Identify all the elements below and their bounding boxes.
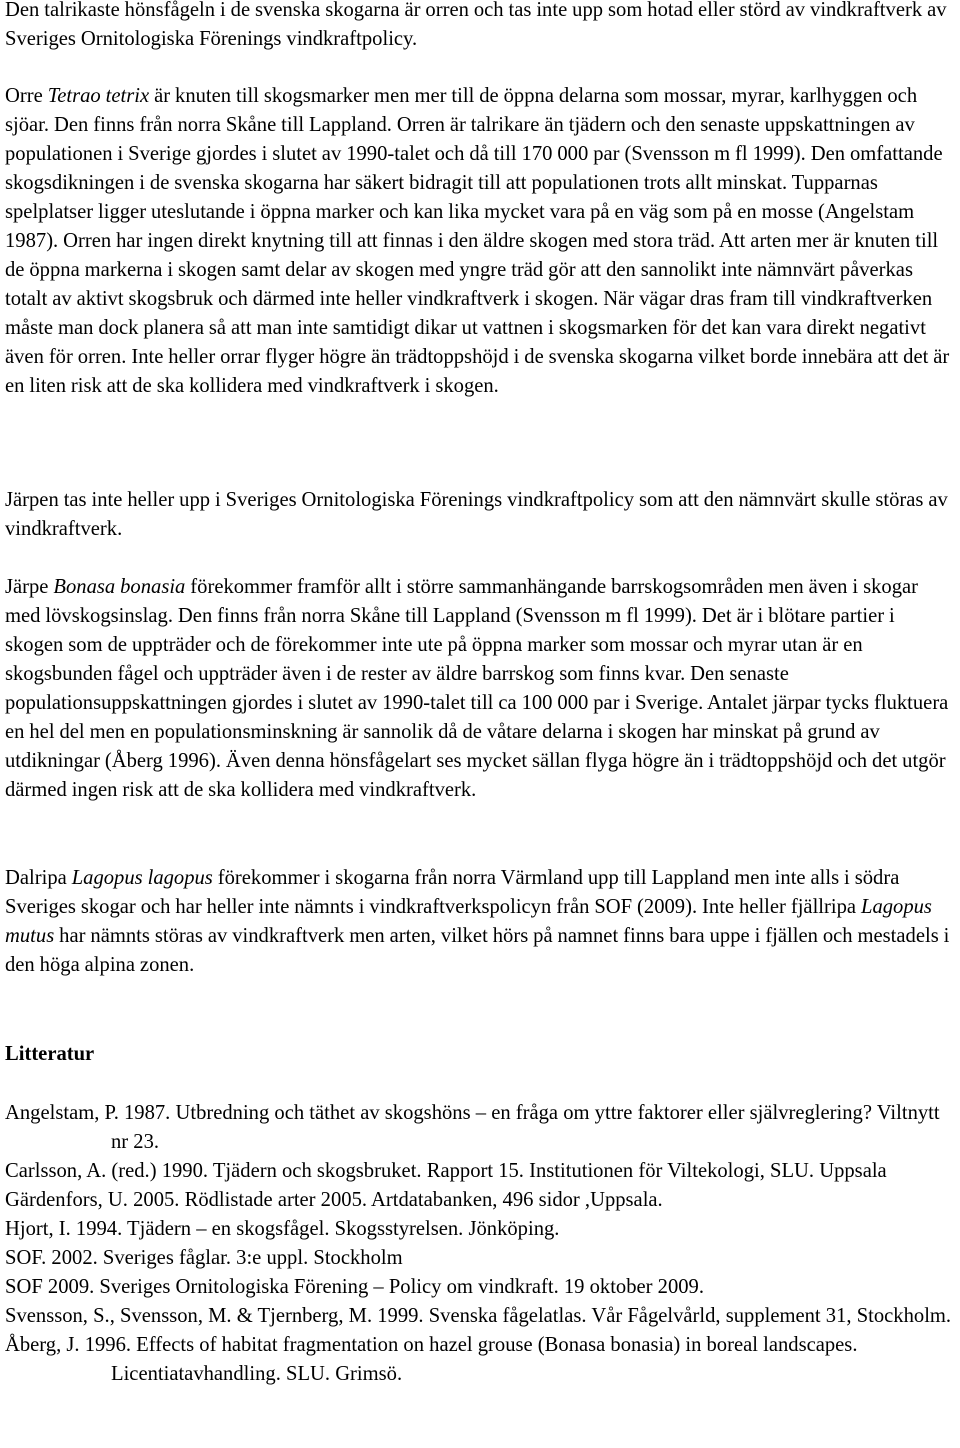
paragraph-intro [5, 0, 957, 54]
paragraph-text: förekommer i skogarna från norra Värmland upp till Lappland men inte alls i södra Sveriges skogar och har heller inte nämnts i vindkraftverkspolicyn från SOF (2009). Inte heller fjällripa [5, 867, 900, 918]
reference-item: Svensson, S., Svensson, M. & Tjernberg, M. 1999. Svenska fågelatlas. Vår Fågelvårld, supplement 31, Stockholm. [5, 1305, 952, 1327]
species-name: Bonasa bonasia [53, 576, 186, 598]
paragraph-jarpen-policy [5, 486, 957, 544]
paragraph-orre [5, 82, 957, 401]
paragraph-jarpe [5, 573, 957, 805]
paragraph-text: Järpe [5, 576, 54, 598]
species-name: Tetrao tetrix [47, 85, 150, 107]
reference-list [5, 1099, 957, 1389]
reference-item: Hjort, I. 1994. Tjädern – en skogsfågel. Skogsstyrelsen. Jönköping. [5, 1218, 560, 1240]
paragraph-text: har nämnts störas av vindkraftverk men arten, vilket hörs på namnet finns bara uppe i fjällen och mestadels i den höga alpina zonen. [5, 925, 950, 976]
paragraph-text: förekommer framför allt i större sammanhängande barrskogsområden men även i skogar med lövskogsinslag. Den finns från norra Skåne till Lappland (Svensson m fl 1999). Det är i blötare partier i skogen som de uppträder och de förekommer inte ute på öppna marker som mossar och myrar utan är en skogsbunden fågel och uppträder även i de rester av äldre barrskog som finns kvar. Den senaste populationsuppskattningen gjordes i slutet av 1990-talet till ca 100 000 par i Sverige. Antalet järpar tycks fluktuera en hel del men en populationsminskning är sannolik då de våtare delarna i skogen har minskat på grund av utdikningar (Åberg 1996). Även denna hönsfågelart ses mycket sällan flyga högre än i trädtoppshöjd och det utgör därmed ingen risk att de ska kollidera med vindkraftverk. [5, 576, 949, 801]
paragraph-text: är knuten till skogsmarker men mer till de öppna delarna som mossar, myrar, karlhyggen och sjöar. Den finns från norra Skåne till Lappland. Orren är talrikare än tjädern och den senaste uppskattningen av populationen i Sverige gjordes i slutet av 1990-talet och då till 170 000 par (Svensson m fl 1999). Den omfattande skogsdikningen i de svenska skogarna har säkert bidragit till att populationen trots allt minskat. Tupparnas spelplatser ligger uteslutande i öppna marker och kan lika mycket vara på en väg som på en mosse (Angelstam 1987). Orren har ingen direkt knytning till att finnas i den äldre skogen med stora träd. Att arten mer är knuten till de öppna markerna i skogen samt delar av skogen med yngre träd gör att den sannolikt inte nämnvärt påverkas totalt av aktivt skogsbruk och därmed inte heller vindkraftverk i skogen. När vägar dras fram till vindkraftverken måste man dock planera så att man inte samtidigt dikar ut vattnen i skogsmarken för det kan vara direkt negativt även för orren. Inte heller orrar flyger högre än trädtoppshöjd i de svenska skogarna vilket borde innebära att det är en liten risk att de ska kollidera med vindkraftverk i skogen. [5, 85, 950, 397]
species-name: Lagopus mutus [5, 896, 932, 947]
paragraph-text: Dalripa [5, 867, 72, 889]
species-name: Lagopus lagopus [71, 867, 213, 889]
reference-item: Angelstam, P. 1987. Utbredning och täthet av skogshöns – en fråga om yttre faktorer eller självreglering? Viltnytt nr 23. [5, 1102, 940, 1153]
section-heading-litteratur: Litteratur [5, 1043, 95, 1065]
reference-item: SOF 2009. Sveriges Ornitologiska Förening – Policy om vindkraft. 19 oktober 2009. [5, 1276, 705, 1298]
reference-item: Carlsson, A. (red.) 1990. Tjädern och skogsbruket. Rapport 15. Institutionen för Viltekologi, SLU. Uppsala [5, 1160, 887, 1182]
paragraph-dalripa [5, 864, 957, 980]
paragraph-text: Järpen tas inte heller upp i Sveriges Ornitologiska Förenings vindkraftpolicy som att den nämnvärt skulle störas av vindkraftverk. [5, 489, 948, 540]
reference-item: SOF. 2002. Sveriges fåglar. 3:e uppl. Stockholm [5, 1247, 403, 1269]
reference-item: Gärdenfors, U. 2005. Rödlistade arter 2005. Artdatabanken, 496 sidor ,Uppsala. [5, 1189, 663, 1211]
reference-item: Åberg, J. 1996. Effects of habitat fragmentation on hazel grouse (Bonasa bonasia) in boreal landscapes. Licentiatavhandling. SLU. Grimsö. [5, 1334, 858, 1385]
paragraph-text: Den talrikaste hönsfågeln i de svenska skogarna är orren och tas inte upp som hotad eller störd av vindkraftverk av Sveriges Ornitologiska Förenings vindkraftpolicy. [5, 0, 947, 50]
paragraph-text: Orre [5, 85, 48, 107]
